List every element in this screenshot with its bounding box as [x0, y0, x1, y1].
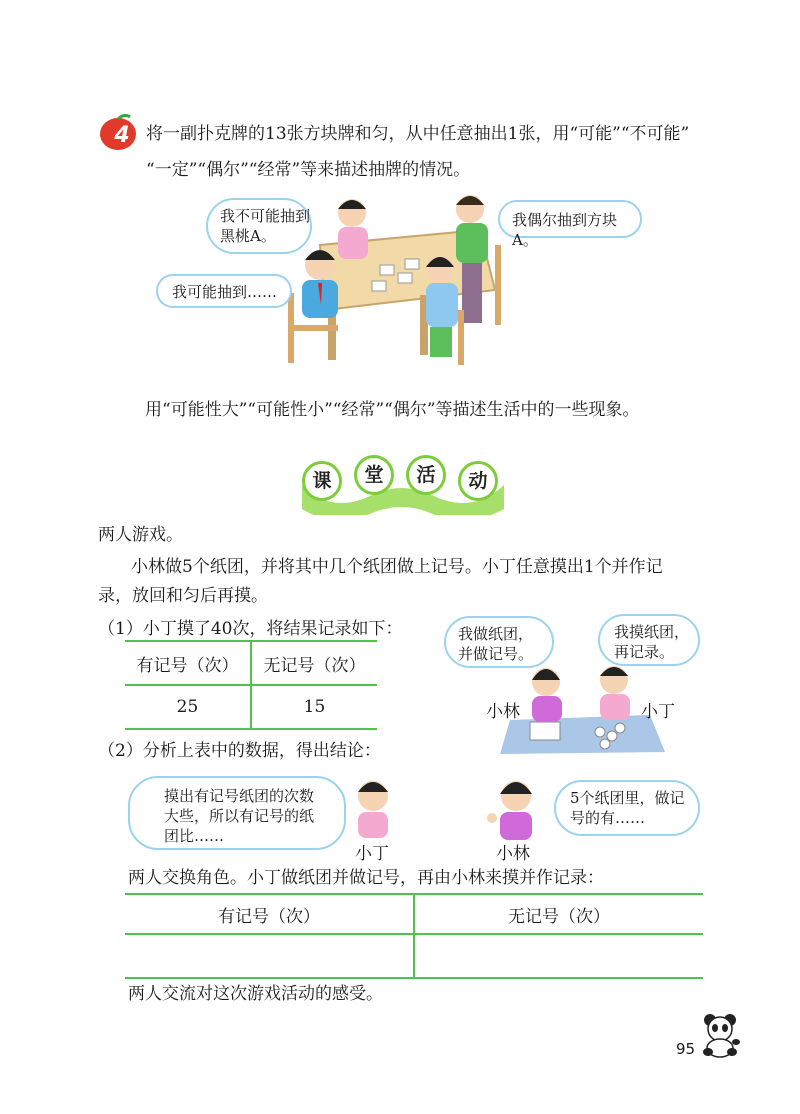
banner-char: 堂	[354, 455, 394, 495]
bubble-text: 摸出有记号纸团的次数	[164, 787, 315, 805]
closing-text: 两人交流对这次游戏活动的感受。	[128, 984, 383, 1004]
problem-number: 4	[114, 123, 130, 148]
swap-roles-text: 两人交换角色。小丁做纸团并做记号，再由小林来摸并作记录：	[128, 868, 604, 888]
bubble-text: 大些，所以有记号的纸	[164, 807, 315, 825]
bubble-text: 我做纸团，	[458, 625, 534, 643]
table-header: 无记号（次）	[251, 641, 377, 685]
swap-results-table	[125, 893, 703, 979]
classroom-activity-banner	[298, 455, 508, 515]
table-cell-empty	[414, 934, 703, 978]
xiaolin-figure-icon	[486, 776, 546, 840]
table-cell-empty	[125, 934, 414, 978]
label-xiaolin-2: 小林	[496, 844, 530, 864]
speech-bubble-lin-conclusion	[554, 780, 700, 836]
table-header: 无记号（次）	[414, 894, 703, 934]
activity-intro: 两人游戏。	[98, 525, 183, 545]
activity-desc-line-1: 小林做5个纸团，并将其中几个纸团做上记号。小丁任意摸出1个并作记	[131, 557, 663, 577]
part-2-text: （2）分析上表中的数据，得出结论：	[98, 741, 381, 761]
table-cell: 25	[125, 685, 251, 729]
banner-char: 活	[406, 455, 446, 495]
problem-number-badge-icon	[98, 112, 142, 152]
label-xiaolin: 小林	[486, 702, 520, 722]
problem-line-2: “一定”“偶尔”“经常”等来描述抽牌的情况。	[146, 160, 471, 180]
problem-line-1: 将一副扑克牌的13张方块牌和匀，从中任意抽出1张，用“可能”“不可能”	[146, 124, 690, 144]
part-1-text: （1）小丁摸了40次，将结果记录如下：	[98, 619, 403, 639]
speech-bubble-occasionally	[498, 200, 642, 249]
summary-text: 用“可能性大”“可能性小”“经常”“偶尔”等描述生活中的一些现象。	[145, 400, 640, 420]
bubble-text: 团比……	[164, 827, 225, 845]
panda-icon	[700, 1012, 740, 1058]
results-table	[125, 640, 377, 730]
table-header: 有记号（次）	[125, 894, 414, 934]
bubble-text: 黑桃A。	[220, 227, 276, 245]
page-number: 95	[676, 1040, 696, 1058]
bubble-text: 号的有……	[570, 809, 646, 827]
table-header: 有记号（次）	[125, 641, 251, 685]
bubble-text: 5个纸团里，做记	[570, 789, 685, 807]
label-xiaoding-2: 小丁	[355, 844, 389, 864]
label-xiaoding: 小丁	[641, 702, 675, 722]
speech-bubble-cannot	[206, 198, 312, 254]
speech-bubble-maybe	[156, 274, 292, 308]
speech-bubble-ding	[598, 614, 700, 666]
table-cell: 15	[251, 685, 377, 729]
bubble-text: 并做记号。	[458, 645, 534, 663]
bubble-text: 我不可能抽到	[220, 207, 311, 225]
bubble-text: 我偶尔抽到方块A。	[512, 211, 618, 249]
banner-char: 课	[302, 461, 342, 501]
card-game-illustration	[280, 185, 520, 370]
xiaoding-figure-icon	[348, 778, 398, 838]
banner-char: 动	[458, 461, 498, 501]
bubble-text: 我可能抽到……	[172, 283, 278, 301]
bubble-text: 我摸纸团，	[614, 623, 690, 641]
speech-bubble-ding-conclusion	[128, 776, 346, 850]
speech-bubble-lin	[444, 616, 554, 668]
bubble-text: 再记录。	[614, 643, 675, 661]
activity-desc-line-2: 录，放回和匀后再摸。	[98, 586, 268, 606]
